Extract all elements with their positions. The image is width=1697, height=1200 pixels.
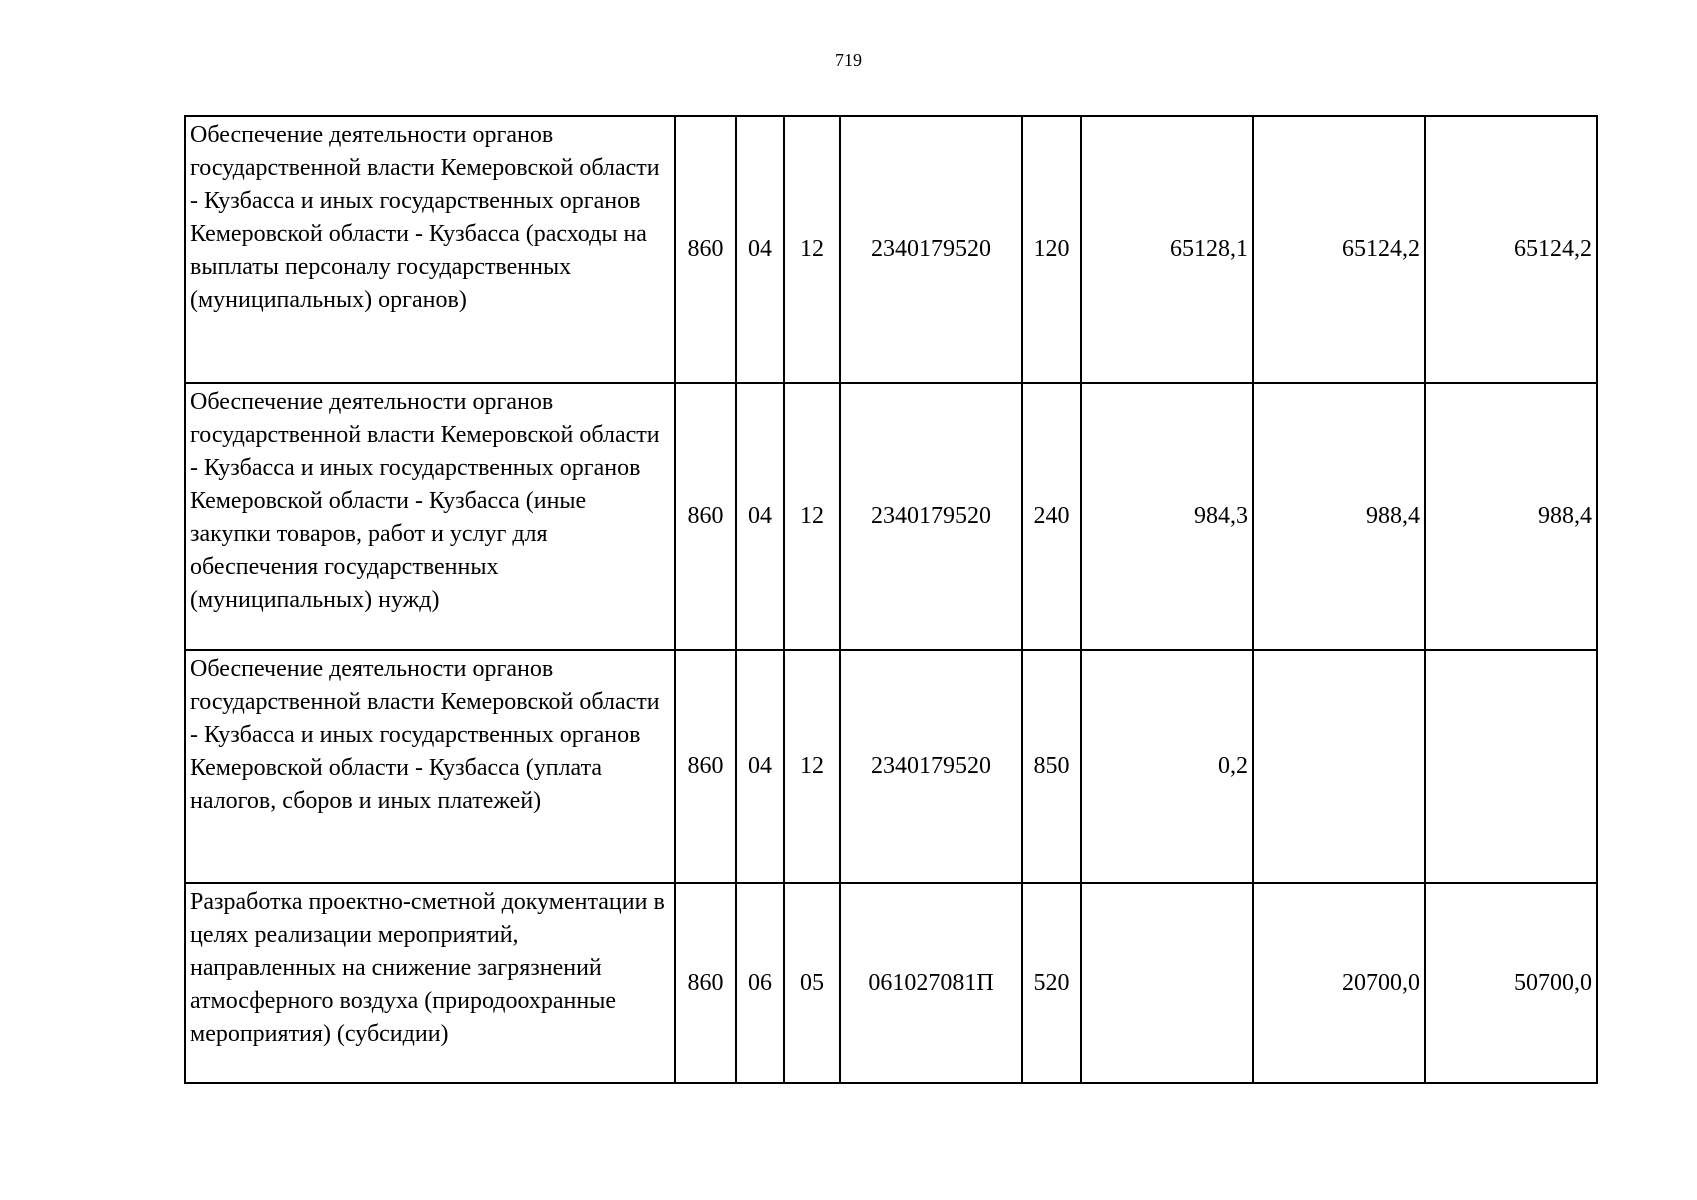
target-article-cell: 2340179520: [840, 383, 1022, 650]
budget-table: [184, 115, 1598, 1084]
expense-name-cell: Разработка проектно-сметной документации в целях реализации мероприятий, направленных на снижение загрязнений атмосферного воздуха (природоохранные мероприятия) (субсидии): [185, 883, 675, 1083]
department-code-cell: 860: [675, 650, 736, 883]
amount-year2-cell: [1253, 650, 1425, 883]
department-code-cell: 860: [675, 383, 736, 650]
section-code-cell: 04: [736, 383, 784, 650]
table-row: [185, 116, 1597, 383]
subsection-code-cell: 12: [784, 116, 840, 383]
subsection-code-cell: 12: [784, 650, 840, 883]
table-row: [185, 650, 1597, 883]
subsection-code-cell: 12: [784, 383, 840, 650]
amount-year3-cell: 65124,2: [1425, 116, 1597, 383]
target-article-cell: 2340179520: [840, 650, 1022, 883]
expense-name-cell: Обеспечение деятельности органов государственной власти Кемеровской области - Кузбасса и иных государственных органов Кемеровской области - Кузбасса (иные закупки товаров, работ и услуг для обеспечения государственных (муниципальных) нужд): [185, 383, 675, 650]
section-code-cell: 06: [736, 883, 784, 1083]
table-row: [185, 883, 1597, 1083]
expense-name-cell: Обеспечение деятельности органов государственной власти Кемеровской области - Кузбасса и иных государственных органов Кемеровской области - Кузбасса (расходы на выплаты персоналу государственных (муниципальных) органов): [185, 116, 675, 383]
expense-type-cell: 850: [1022, 650, 1081, 883]
amount-year1-cell: 65128,1: [1081, 116, 1253, 383]
table-row: [185, 383, 1597, 650]
expense-type-cell: 240: [1022, 383, 1081, 650]
amount-year2-cell: 988,4: [1253, 383, 1425, 650]
expense-name-cell: Обеспечение деятельности органов государственной власти Кемеровской области - Кузбасса и иных государственных органов Кемеровской области - Кузбасса (уплата налогов, сборов и иных платежей): [185, 650, 675, 883]
department-code-cell: 860: [675, 883, 736, 1083]
section-code-cell: 04: [736, 116, 784, 383]
section-code-cell: 04: [736, 650, 784, 883]
amount-year2-cell: 65124,2: [1253, 116, 1425, 383]
amount-year3-cell: 50700,0: [1425, 883, 1597, 1083]
expense-type-cell: 120: [1022, 116, 1081, 383]
amount-year1-cell: 984,3: [1081, 383, 1253, 650]
amount-year3-cell: [1425, 650, 1597, 883]
amount-year1-cell: [1081, 883, 1253, 1083]
expense-type-cell: 520: [1022, 883, 1081, 1083]
page-number: 719: [835, 50, 862, 70]
amount-year3-cell: 988,4: [1425, 383, 1597, 650]
amount-year1-cell: 0,2: [1081, 650, 1253, 883]
target-article-cell: 061027081П: [840, 883, 1022, 1083]
target-article-cell: 2340179520: [840, 116, 1022, 383]
amount-year2-cell: 20700,0: [1253, 883, 1425, 1083]
department-code-cell: 860: [675, 116, 736, 383]
subsection-code-cell: 05: [784, 883, 840, 1083]
